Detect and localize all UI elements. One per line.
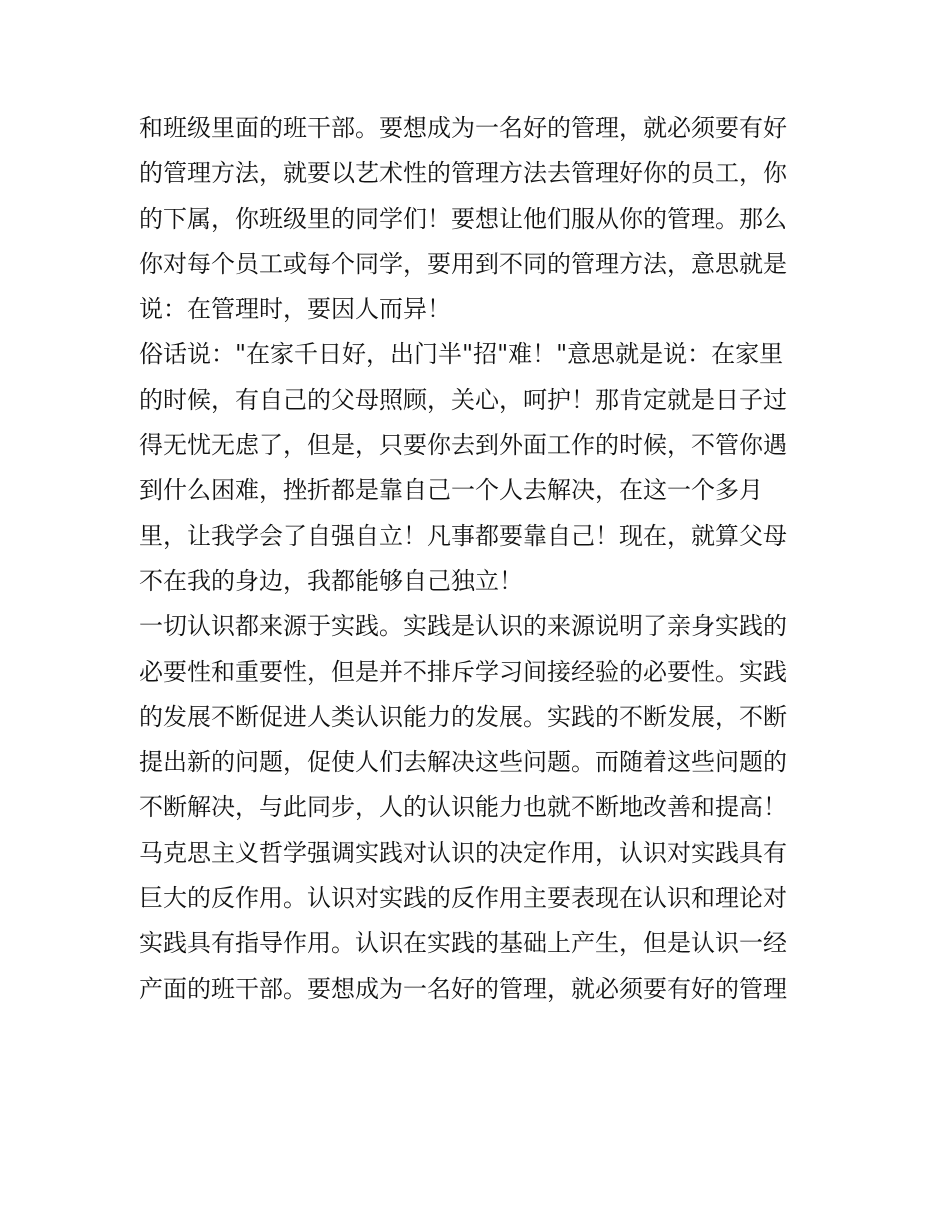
text-line: 产面的班干部。要想成为一名好的管理，就必须要有好的管理 (139, 974, 787, 1003)
text-line: 的下属，你班级里的同学们！要想让他们服从你的管理。那么 (139, 204, 787, 233)
text-line: 的发展不断促进人类认识能力的发展。实践的不断发展，不断 (139, 702, 787, 731)
text-line: 马克思主义哲学强调实践对认识的决定作用，认识对实践具有 (139, 838, 787, 867)
text-line: 一切认识都来源于实践。实践是认识的来源说明了亲身实践的 (139, 612, 787, 641)
text-line: 必要性和重要性，但是并不排斥学习间接经验的必要性。实践 (139, 657, 787, 686)
text-line: 俗话说："在家千日好，出门半"招"难！"意思就是说：在家里 (139, 340, 784, 369)
text-line: 提出新的问题，促使人们去解决这些问题。而随着这些问题的 (139, 748, 787, 777)
document-body (139, 106, 829, 1012)
text-line: 的时候，有自己的父母照顾，关心，呵护！那肯定就是日子过 (139, 385, 787, 414)
text-line: 不在我的身边，我都能够自己独立！ (139, 566, 523, 595)
text-line: 的管理方法，就要以艺术性的管理方法去管理好你的员工，你 (139, 159, 787, 188)
text-line: 到什么困难，挫折都是靠自己一个人去解决，在这一个多月 (139, 476, 763, 505)
text-line: 你对每个员工或每个同学，要用到不同的管理方法，意思就是 (139, 249, 787, 278)
text-line: 里，让我学会了自强自立！凡事都要靠自己！现在，就算父母 (139, 521, 787, 550)
text-line: 实践具有指导作用。认识在实践的基础上产生，但是认识一经 (139, 929, 787, 958)
text-line: 和班级里面的班干部。要想成为一名好的管理，就必须要有好 (139, 114, 787, 142)
text-line: 得无忧无虑了，但是，只要你去到外面工作的时候，不管你遇 (139, 431, 787, 460)
text-line: 巨大的反作用。认识对实践的反作用主要表现在认识和理论对 (139, 884, 787, 913)
text-line: 说：在管理时，要因人而异！ (139, 295, 451, 324)
text-line: 不断解决，与此同步，人的认识能力也就不断地改善和提高！ (139, 793, 787, 822)
